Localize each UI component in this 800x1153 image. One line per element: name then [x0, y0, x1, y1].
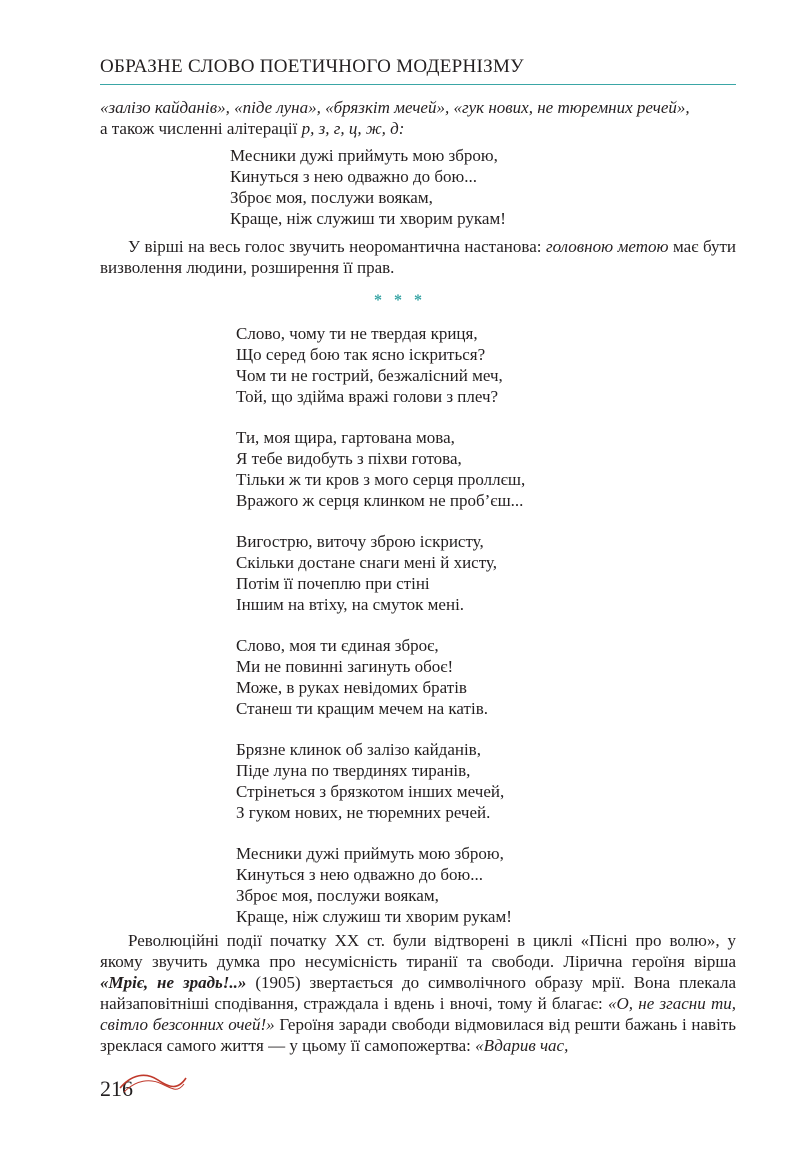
para2-quote: «О, не згасни ти, світло безсонних очей!» [100, 994, 737, 1034]
header-rule [100, 84, 736, 85]
alliteration-letters: р, з, г, ц, ж, д: [301, 119, 405, 138]
para2-text: Героїня заради свободи відмовилася від решти бажань і навіть зреклася самого життя — у цьому її самопожертва: [100, 1015, 736, 1055]
section-separator: * * * [374, 292, 426, 309]
poem-line: Ти, моя щира, гартована мова, [236, 428, 455, 447]
page-number: 216 [100, 1076, 133, 1101]
poem-title: «Мріє, не зрадь!..» [100, 973, 247, 992]
intro-line-2 [100, 118, 736, 139]
poem-line: Тільки ж ти кров з мого серця проллєш, [236, 470, 526, 489]
intro-line-2-text: а також численні алітерації [100, 119, 302, 138]
poem-line: Іншим на втіху, на смуток мені. [236, 595, 465, 614]
stanza [236, 635, 525, 719]
intro-quotes: «залізо кайданів», «піде луна», «брязкіт мечей», «гук нових, не тюремних речей», [100, 98, 690, 117]
excerpt-line: Краще, ніж служиш ти хворим рукам! [230, 209, 506, 228]
poem-line: Станеш ти кращим мечем на катів. [236, 699, 488, 718]
poem-line: Піде луна по твердинях тиранів, [236, 761, 471, 780]
stanza [236, 843, 525, 927]
para1-text: У вірші на весь голос звучить неоромантична настанова: [128, 237, 546, 256]
paragraph-1 [100, 236, 736, 278]
poem-line: Вигострю, виточу зброю іскристу, [236, 532, 484, 551]
poem-line: Кинуться з нею одважно до бою... [236, 865, 483, 884]
stanza [236, 739, 525, 823]
quote-excerpt [230, 145, 506, 229]
stanza [236, 427, 525, 511]
poem-line: Я тебе видобуть з піхви готова, [236, 449, 462, 468]
poem-line: З гуком нових, не тюремних речей. [236, 803, 491, 822]
poem-line: Зброє моя, послужи воякам, [236, 886, 439, 905]
poem-line: Стрінеться з брязкотом інших мечей, [236, 782, 505, 801]
running-head: ОБРАЗНЕ СЛОВО ПОЕТИЧНОГО МОДЕРНІЗМУ [100, 56, 524, 77]
excerpt-line: Кинуться з нею одважно до бою... [230, 167, 477, 186]
poem-line: Чом ти не гострий, безжалісний меч, [236, 366, 503, 385]
poem-line: Той, що здійма вражі голови з плеч? [236, 387, 499, 406]
poem-line: Слово, моя ти єдиная зброє, [236, 636, 439, 655]
poem-line: Вражого ж серця клинком не проб’єш... [236, 491, 524, 510]
excerpt-line: Зброє моя, послужи воякам, [230, 188, 433, 207]
poem [236, 323, 525, 947]
poem-line: Скільки достане снаги мені й хисту, [236, 553, 497, 572]
poem-line: Краще, ніж служиш ти хворим рукам! [236, 907, 512, 926]
poem-line: Потім її почеплю при стіні [236, 574, 430, 593]
stanza [236, 323, 525, 407]
excerpt-line: Месники дужі приймуть мою зброю, [230, 146, 498, 165]
stanza [236, 531, 525, 615]
para2-text: Революційні події початку XX ст. були відтворені в циклі «Пісні про волю», у якому звучить думка про несумісність тиранії та свободи. Лірична героїня вірша [100, 931, 736, 971]
intro-paragraph [100, 97, 736, 139]
paragraph-2 [100, 930, 736, 1056]
para1-emphasis: головною метою [545, 237, 669, 256]
poem-line: Брязне клинок об залізо кайданів, [236, 740, 481, 759]
poem-line: Що серед бою так ясно іскриться? [236, 345, 486, 364]
poem-line: Може, в руках невідомих братів [236, 678, 467, 697]
poem-line: Месники дужі приймуть мою зброю, [236, 844, 504, 863]
para2-text: (1905) звертається до символічного образу мрії. Вона плекала найзаповітніші сподівання, страждала і вдень і вночі, тому й благає: [100, 973, 736, 1013]
poem-line: Ми не повинні загинуть обоє! [236, 657, 454, 676]
folio-ornament-icon [118, 1068, 188, 1096]
para2-quote: «Вдарив час, [475, 1036, 569, 1055]
para1-text-end: має бути визволення людини, розширення її прав. [100, 237, 737, 277]
poem-line: Слово, чому ти не твердая криця, [236, 324, 478, 343]
